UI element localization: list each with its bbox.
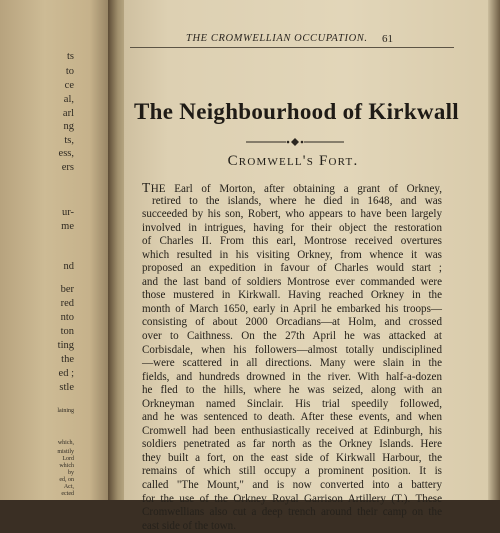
left-page-fragment: by (68, 470, 74, 476)
header-rule (130, 47, 454, 48)
left-page-fragment: ts (66, 51, 74, 62)
body-line: Cromwell had been enthusiastically received at Edinburgh, his (142, 424, 442, 437)
body-line: —were scattered in all directions. Many were slain in the (142, 357, 442, 370)
body-line: month of March 1650, early in April he embarked his troops— (142, 302, 442, 315)
left-page-fragment: the (61, 354, 74, 365)
left-page-fragment: to (65, 66, 74, 77)
body-line: for the use of the Orkney Royal Garrison Artillery (T.). These (142, 492, 442, 505)
left-page-fragment: Lord (62, 456, 74, 462)
left-page-fragment: red (60, 298, 74, 309)
body-line: consisting of about 2000 Orcadians—at Holm, and crossed (142, 316, 442, 329)
body-line: fields, and hundreds drowned in the river. With half-a-dozen (142, 370, 442, 383)
left-page-fragment: ers (61, 162, 74, 173)
body-line: they built a fort, on the east side of Kirkwall Harbour, the (142, 451, 442, 464)
left-page-fragment: ess, (58, 148, 74, 159)
left-page-fragment: ur- (61, 207, 74, 218)
body-text (142, 181, 442, 533)
body-line: those mustered in Kirkwall. Having reached Orkney in the (142, 289, 442, 302)
left-page-fragment: ton (60, 326, 74, 337)
left-page-fragment: ed ; (58, 368, 74, 379)
body-line (142, 181, 442, 195)
body-line: Orkneyman named Sinclair. His trial speedily followed, (142, 397, 442, 410)
body-line: remains of which still occupy a prominent position. It is (142, 465, 442, 478)
previous-page (0, 0, 112, 500)
body-line: involved in intrigues, having for their object the restoration (142, 221, 442, 234)
ornament-divider-icon (246, 137, 344, 147)
body-line: Corbisdale, when his followers—almost totally undisciplined (142, 343, 442, 356)
left-page-fragment: mistily (57, 449, 74, 455)
body-line-text: HE Earl of Morton, after obtaining a grant of Orkney, (150, 183, 442, 195)
body-line: of Charles II. From this earl, Montrose received overtures (142, 235, 442, 248)
body-line: proposed an expedition in favour of Charles would start ; (142, 262, 442, 275)
left-page-fragment: ected (61, 491, 74, 497)
body-line: over to Caithness. On the 27th April he was attacked at (142, 330, 442, 343)
left-page-fragment: Act, (63, 484, 74, 490)
left-page-fragment: al, (63, 94, 74, 105)
body-line: he fled to the hills, where he was seized, along with an (142, 384, 442, 397)
section-title: Cromwell's Fort. (227, 153, 359, 169)
left-page-fragment: which, (57, 440, 74, 446)
chapter-title: The Neighbourhood of Kirkwall (134, 99, 459, 124)
left-page-fragment: ng (63, 121, 74, 132)
page-number: 61 (382, 33, 393, 45)
body-line: called "The Mount," and is now converted into a battery (142, 479, 442, 492)
left-page-fragment: ts, (64, 135, 74, 146)
left-page-fragment: ting (57, 340, 74, 351)
drop-cap: T (142, 180, 151, 195)
left-page-fragment: nd (63, 261, 74, 272)
body-line: which resulted in his visiting Orkney, from whence it was (142, 248, 442, 261)
body-line: and the last band of soldiers Montrose ever commanded were (142, 275, 442, 288)
left-page-fragment: arl (62, 108, 74, 119)
left-page-fragment: nto (60, 312, 74, 323)
page-edge (488, 0, 500, 500)
page-61 (124, 0, 492, 532)
left-page-fragment: ed, on (59, 477, 74, 483)
body-line: and he was sentenced to death. After these events, and when (142, 411, 442, 424)
body-line: retired to the islands, where he died in 1648, and was (152, 194, 442, 207)
body-line: succeeded by his son, Robert, who appears to have been largely (142, 208, 442, 221)
left-page-fragment: stle (59, 382, 74, 393)
body-line: Cromwellians also cut a deep trench around their camp on the (142, 506, 442, 519)
left-page-fragment: laining (57, 408, 74, 414)
running-header: THE CROMWELLIAN OCCUPATION. (186, 33, 368, 44)
left-page-fragment: me (61, 221, 74, 232)
left-page-fragment: ber (60, 284, 74, 295)
body-line: soldiers penetrated as far north as the Orkney Islands. Here (142, 438, 442, 451)
left-page-fragment: ce (64, 80, 74, 91)
body-line: east side of the town. (142, 519, 236, 532)
left-page-fragment: which (59, 463, 74, 469)
